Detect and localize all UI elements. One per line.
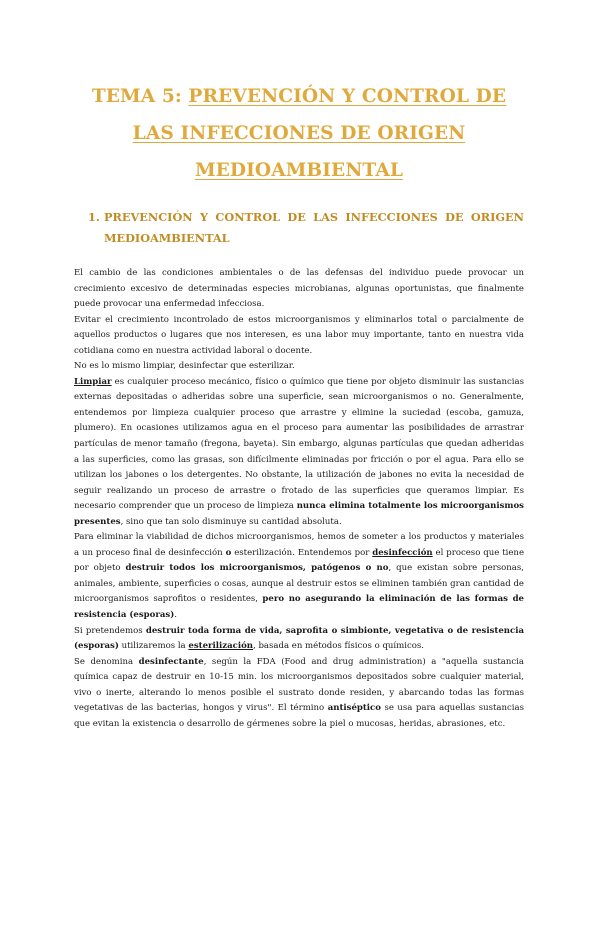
paragraph-5 (74, 530, 524, 623)
paragraph-3: No es lo mismo limpiar, desinfectar que esterilizar. (74, 361, 295, 372)
p5-text-2: esterilización. Entendemos por (231, 547, 373, 558)
p5-text-5: . (174, 610, 177, 621)
section-heading (88, 207, 524, 249)
p7-bold-1: desinfectante (138, 656, 204, 667)
section-title: PREVENCIÓN Y CONTROL DE LAS INFECCIONES DE ORIGEN MEDIOAMBIENTAL (104, 210, 524, 245)
p7-text-2: , según la FDA (Food and drug administration) a "aquella sustancia química capaz de destruir en 10-15 min. los microorganismos depositados sobre cualquier material, vivo o inerte, alterando lo menos posible el sustrato donde residen, y abarcando todas las formas vegetativas de las bacterias, hongos y virus". El término (74, 656, 525, 714)
p5-text-1: Para eliminar la viabilidad de dichos microorganismos, hemos de someter a los productos y materiales a un proceso final de desinfección (74, 532, 524, 558)
p7-text-1: Se denomina (74, 656, 139, 667)
title-underlined: PREVENCIÓN Y CONTROL DE LAS INFECCIONES DE ORIGEN MEDIOAMBIENTAL (132, 86, 507, 181)
p7-text-3: se usa para aquellas sustancias que evitan la existencia o desarrollo de gérmenes sobre la piel o mucosas, heridas, abrasiones, etc. (74, 703, 525, 729)
paragraph-2: Evitar el crecimiento incontrolado de estos microorganismos y eliminarlos total o parcialmente de aquellos productos o lugares que nos interesen, es una labor muy importante, tanto en nuestra vida cotidiana como en nuestra actividad laboral o docente. (74, 314, 524, 356)
p6-bold-1: destruir toda forma de vida, saprofita o simbionte, vegetativa o de resistencia (esporas) (74, 625, 524, 652)
paragraph-6 (74, 624, 524, 655)
p6-text-1: Si pretendemos (74, 625, 146, 636)
p6-text-2: utilizaremos la (118, 641, 189, 652)
section-number: 1. (88, 210, 100, 224)
p7-bold-2: antiséptico (327, 703, 381, 714)
p4-bold: nunca elimina totalmente los microorganismos presentes (74, 501, 524, 527)
p5-bold-2: destruir todos los microorganismos, patógenos o no (125, 563, 389, 574)
paragraph-7 (74, 655, 524, 733)
p6-text-3: , basada en métodos físicos o químicos. (253, 641, 425, 652)
term-esterilizacion: esterilización (188, 641, 254, 652)
paragraph-1: El cambio de las condiciones ambientales o de las defensas del individuo puede provocar un crecimiento excesivo de determinadas especies microbianas, algunas oportunistas, que finalmente puede provocar una enfermedad infecciosa. (74, 268, 524, 310)
body-text (74, 266, 524, 732)
paragraph-4 (74, 375, 524, 530)
term-desinfeccion: desinfección (372, 547, 433, 558)
document-page (0, 78, 600, 926)
p5-text-3: el proceso que tiene por objeto (74, 547, 524, 574)
title-prefix: TEMA 5: (91, 86, 189, 107)
p4-text-1: es cualquier proceso mecánico, físico o químico que tiene por objeto disminuir las sustancias externas depositadas o adheridas sobre una superficie, sean microorganismos o no. Generalmente, entendemos por limpieza cualquier proceso que arrastre y elimine la suciedad (escoba, gamuza, plumero). En ocasiones utilizamos agua en el proceso para aumentar las posibilidades de arrastrar partículas de menor tamaño (fregona, bayeta). Sin embargo, algunas partículas que quedan adheridas a las superficies, como las grasas, son difícilmente eliminadas por fricción o por el agua. Para ello se utilizan los jabones o los detergentes. No obstante, la utilización de jabones no evita la necesidad de seguir realizando un proceso de arrastre o frotado de las superficies que queramos limpiar. Es necesario comprender que un proceso de limpieza (74, 376, 524, 512)
p5-text-4: , que existan sobre personas, animales, ambiente, superficies o cosas, aunque al destruir estos se eliminen también gran cantidad de microorganismos saprofitos o residentes, (74, 563, 525, 605)
page-title (74, 78, 524, 189)
p5-bold-3: pero no asegurando la eliminación de las formas de resistencia (esporas) (74, 594, 524, 621)
p4-text-2: , sino que tan solo disminuye su cantidad absoluta. (120, 516, 342, 527)
term-limpiar: Limpiar (74, 376, 112, 387)
p5-bold-1: o (225, 547, 232, 558)
